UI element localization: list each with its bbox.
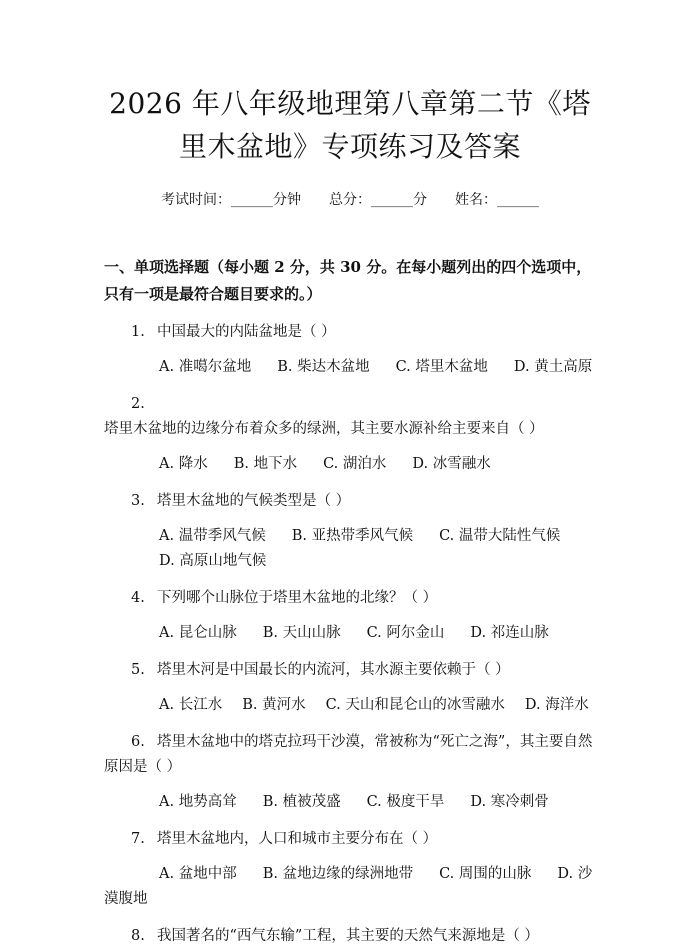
question-options [104, 621, 596, 646]
question-item [104, 658, 596, 718]
page-title: 2026 年八年级地理第八章第二节《塔里木盆地》专项练习及答案 [109, 87, 591, 163]
option-d: D. 寒冷刺骨 [470, 794, 549, 810]
question-item [104, 924, 596, 949]
option-d: D. 黄土高原 [513, 359, 593, 375]
option-c: C. 极度干旱 [366, 794, 445, 810]
exam-meta [104, 190, 596, 210]
question-number: 3. [131, 493, 145, 509]
option-d: D. 海洋水 [524, 697, 589, 713]
question-stem: 中国最大的内陆盆地是（ ） [157, 324, 336, 340]
question-number: 7. [131, 831, 145, 847]
question-options [104, 355, 596, 380]
question-options [104, 790, 596, 815]
option-a: A. 昆仑山脉 [159, 625, 237, 641]
exam-time-label: 考试时间：______分钟 [161, 192, 301, 208]
question-number: 5. [131, 662, 145, 678]
question-stem: 我国著名的“西气东输”工程，其主要的天然气来源地是（ ） [157, 928, 539, 944]
option-b: B. 黄河水 [242, 697, 306, 713]
option-b: B. 地下水 [233, 456, 298, 472]
option-a: A. 长江水 [159, 697, 223, 713]
question-number: 4. [131, 590, 145, 606]
option-d: D. 冰雪融水 [412, 456, 491, 472]
option-b: B. 天山山脉 [262, 625, 341, 641]
option-a: A. 温带季风气候 [159, 528, 266, 544]
question-stem: 塔里木河是中国最长的内流河，其水源主要依赖于（ ） [157, 662, 510, 678]
question-number: 1. [131, 324, 145, 340]
question-number: 6. [131, 734, 145, 750]
question-item [104, 827, 596, 912]
question-stem: 塔里木盆地的气候类型是（ ） [157, 493, 351, 509]
question-stem: 下列哪个山脉位于塔里木盆地的北缘？（ ） [157, 590, 438, 606]
question-number: 8. [131, 928, 145, 944]
question-item [104, 392, 596, 477]
question-options [104, 524, 596, 574]
option-c: C. 温带大陆性气候 [439, 528, 561, 544]
question-number: 2. [131, 396, 145, 412]
question-stem: 塔里木盆地内，人口和城市主要分布在（ ） [157, 831, 438, 847]
option-a: A. 降水 [159, 456, 208, 472]
question-stem: 塔里木盆地中的塔克拉玛干沙漠，常被称为“死亡之海”，其主要自然原因是（ ） [104, 734, 593, 775]
total-score-label: 总分：______分 [329, 192, 427, 208]
option-b: B. 柴达木盆地 [277, 359, 370, 375]
question-item [104, 586, 596, 646]
question-options [104, 693, 596, 718]
option-b: B. 植被茂盛 [262, 794, 341, 810]
question-item [104, 489, 596, 574]
question-item [104, 730, 596, 815]
student-name-label: 姓名：______ [455, 192, 539, 208]
option-c: C. 阿尔金山 [366, 625, 445, 641]
question-item [104, 320, 596, 380]
option-d: D. 沙漠腹地 [104, 866, 593, 907]
section-heading-single-choice: 一、单项选择题（每小题 2 分，共 30 分。在每小题列出的四个选项中，只有一项是最符合题目要求的。） [104, 258, 592, 303]
option-a: A. 盆地中部 [159, 866, 237, 882]
option-c: C. 湖泊水 [323, 456, 387, 472]
option-d: D. 高原山地气候 [159, 553, 267, 569]
option-d: D. 祁连山脉 [470, 625, 549, 641]
question-options [104, 452, 596, 477]
option-a: A. 准噶尔盆地 [159, 359, 252, 375]
question-list [104, 320, 596, 949]
option-b: B. 盆地边缘的绿洲地带 [262, 866, 414, 882]
question-stem: 塔里木盆地的边缘分布着众多的绿洲，其主要水源补给主要来自（ ） [104, 421, 544, 437]
option-c: C. 周围的山脉 [439, 866, 532, 882]
option-c: C. 塔里木盆地 [395, 359, 488, 375]
option-c: C. 天山和昆仑山的冰雪融水 [325, 697, 505, 713]
option-b: B. 亚热带季风气候 [291, 528, 414, 544]
option-a: A. 地势高耸 [159, 794, 237, 810]
